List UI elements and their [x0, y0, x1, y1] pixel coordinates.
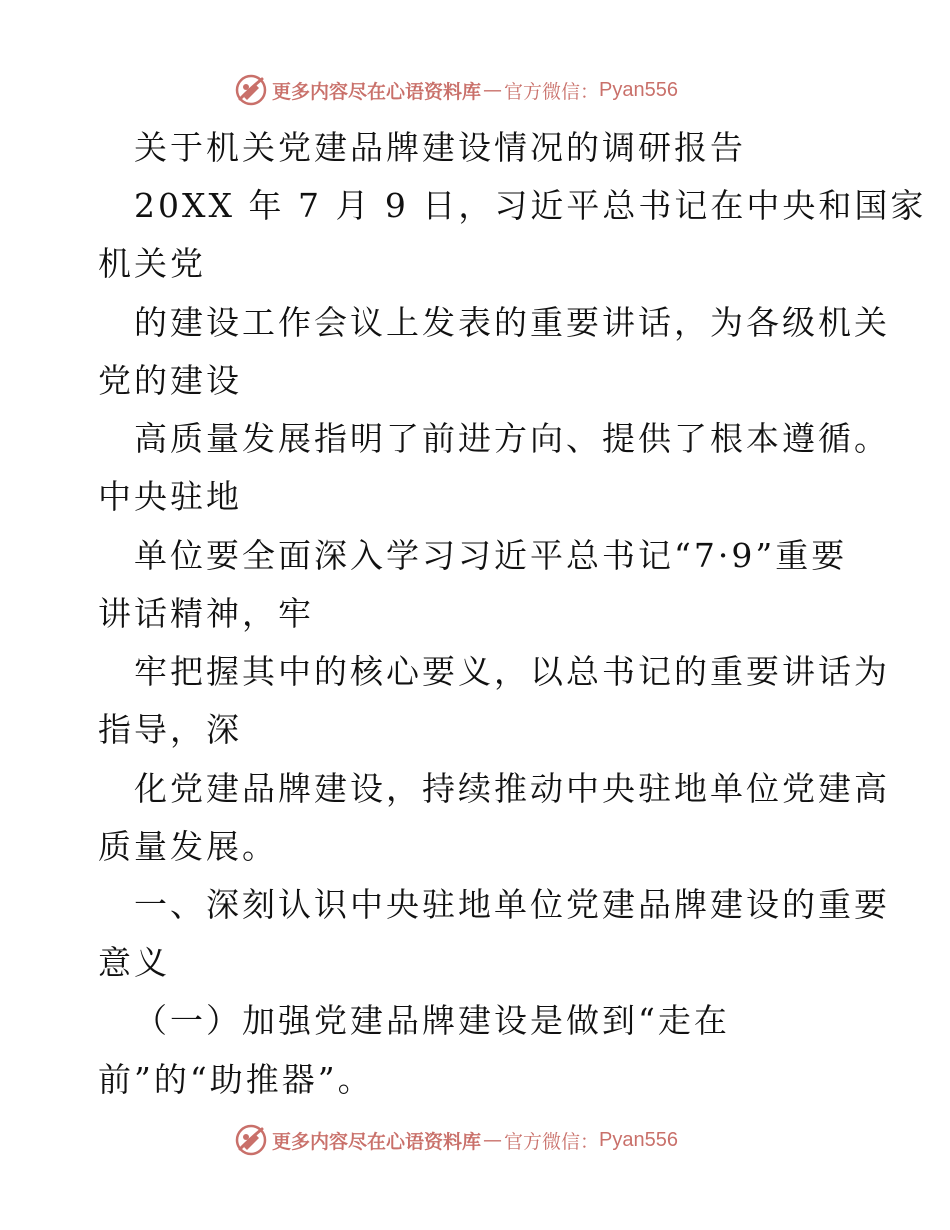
paragraph-line: 质量发展。 [98, 827, 278, 866]
subsection-heading: 前”的“助推器”。 [98, 1060, 374, 1099]
watermark-main-text: 更多内容尽在心语资料库 [272, 1130, 482, 1153]
watermark-label: 官方微信： [504, 80, 600, 103]
watermark-main-text: 更多内容尽在心语资料库 [272, 80, 482, 103]
paragraph-line: 化党建品牌建设，持续推动中央驻地单位党建高 [134, 769, 890, 808]
pen-logo-icon [234, 1123, 268, 1157]
paragraph-line: 中央驻地 [98, 477, 242, 516]
pen-logo-icon [234, 73, 268, 107]
document-title: 关于机关党建品牌建设情况的调研报告 [134, 128, 746, 167]
watermark-label: 官方微信： [504, 1130, 600, 1153]
paragraph-line: 指导，深 [98, 710, 242, 749]
paragraph-line: 牢把握其中的核心要义，以总书记的重要讲话为 [134, 652, 890, 691]
watermark-separator: — [483, 1129, 503, 1151]
watermark-wechat-id: Pyan556 [599, 78, 678, 101]
section-heading: 意义 [98, 943, 170, 982]
paragraph-line: 机关党 [98, 244, 206, 283]
paragraph-line: 党的建设 [98, 361, 242, 400]
watermark-banner-bottom [234, 1122, 678, 1158]
subsection-heading: （一）加强党建品牌建设是做到“走在 [134, 1001, 730, 1040]
paragraph-line: 20XX 年 7 月 9 日，习近平总书记在中央和国家 [134, 186, 927, 225]
paragraph-line: 高质量发展指明了前进方向、提供了根本遵循。 [134, 419, 890, 458]
paragraph-line: 讲话精神，牢 [98, 594, 314, 633]
watermark-banner-top [234, 72, 678, 108]
watermark-wechat-id: Pyan556 [599, 1128, 678, 1151]
watermark-separator: — [483, 79, 503, 101]
paragraph-line: 单位要全面深入学习习近平总书记“7·9”重要 [134, 536, 848, 575]
paragraph-line: 的建设工作会议上发表的重要讲话，为各级机关 [134, 303, 890, 342]
section-heading: 一、深刻认识中央驻地单位党建品牌建设的重要 [134, 885, 890, 924]
